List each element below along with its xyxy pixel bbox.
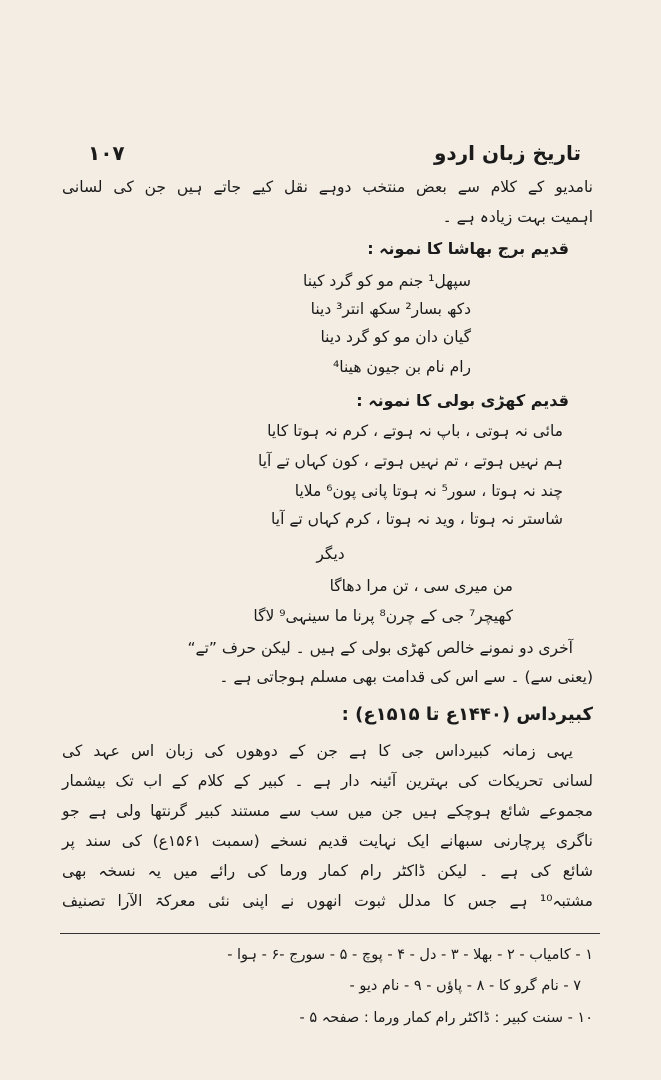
closing-line: آخری دو نمونے خالص کھڑی بولی کے ہیں ۔ لیکن حرف ”تے“ bbox=[187, 639, 573, 657]
footnote-divider bbox=[60, 933, 600, 934]
body-line: مشتبہ¹⁰ ہے جس کا مدلل ثبوت انھوں نے اپنی نئی معرکۃ الآرا تصنیف bbox=[62, 892, 593, 910]
footnote-line: ۱۰ - سنت کبیر : ڈاکٹر رام کمار ورما : صفحہ ۵ - bbox=[299, 1010, 593, 1026]
intro-line: اہمیت بہت زیادہ ہے ۔ bbox=[442, 208, 593, 226]
section-heading: کبیرداس (۱۴۴۰ع تا ۱۵۱۵ع) : bbox=[341, 704, 593, 725]
braj-verse: گیان دان مو کو گرد دینا bbox=[320, 328, 471, 346]
khari-heading: قدیم کھڑی بولی کا نمونہ : bbox=[356, 391, 569, 410]
braj-verse: رام نام بن جیون ھینا⁴ bbox=[333, 358, 471, 376]
intro-line: نامدیو کے کلام سے بعض منتخب دوہے نقل کیے جاتے ہیں جن کی لسانی bbox=[62, 178, 593, 196]
page-header bbox=[88, 135, 581, 171]
khari-verse: ہم نہیں ہوتے ، تم نہیں ہوتے ، کون کہاں تے آیا bbox=[257, 452, 563, 470]
page-number: ۱۰۷ bbox=[88, 141, 125, 165]
braj-verse: سپھل¹ جنم مو کو گرد کینا bbox=[303, 272, 471, 290]
khari-verse: شاستر نہ ہوتا ، وید نہ ہوتا ، کرم کہاں تے آیا bbox=[271, 510, 563, 528]
khari-verse: مائی نہ ہوتی ، باپ نہ ہوتے ، کرم نہ ہوتا کایا bbox=[267, 422, 563, 440]
running-title: تاریخ زبان اردو bbox=[433, 141, 581, 165]
footnote-line: ۷ - نام گرو کا - ۸ - پاؤں - ۹ - نام دیو - bbox=[349, 978, 581, 994]
body-line: یہی زمانہ کبیرداس جی کا ہے جن کے دوھوں کی زبان اس عہد کی bbox=[62, 742, 573, 760]
body-line: ناگری پرچارنی سبھانے ایک نہایت قدیم نسخے (سمبت ۱۵۶۱ع) کی سند پر bbox=[62, 832, 593, 850]
body-line: مجموعے شائع ہوچکے ہیں جن میں سب سے مستند کبیر گرنتھا ولی ہے جو bbox=[62, 802, 593, 820]
khari-verse: چند نہ ہوتا ، سور⁵ نہ ہوتا پانی پون⁶ ملایا bbox=[294, 482, 563, 500]
body-line: لسانی تحریکات کی بہترین آئینہ دار ہے ۔ کبیر کے کلام کے اب تک بیشمار bbox=[62, 772, 593, 790]
closing-line: (یعنی سے) ۔ سے اس کی قدامت بھی مسلم ہوجاتی ہے ۔ bbox=[219, 668, 593, 686]
footnote-line: ۱ - کامیاب - ۲ - بھلا - ۳ - دل - ۴ - پوچ - ۵ - سورج -۶ - ہوا - bbox=[227, 947, 593, 963]
braj-verse: دکھ بسار² سکھ انتر³ دینا bbox=[310, 300, 471, 318]
other-verse: کھیچر⁷ جی کے چرن⁸ پرنا ما سینہی⁹ لاگا bbox=[253, 607, 513, 625]
braj-heading: قدیم برج بھاشا کا نمونہ : bbox=[367, 239, 569, 258]
body-line: شائع کی ہے ۔ لیکن ڈاکٹر رام کمار ورما کی رائے میں یہ نسخہ بھی bbox=[62, 862, 593, 880]
other-verse: من میری سی ، تن مرا دھاگا bbox=[329, 577, 513, 595]
other-label: دیگر bbox=[316, 545, 345, 563]
